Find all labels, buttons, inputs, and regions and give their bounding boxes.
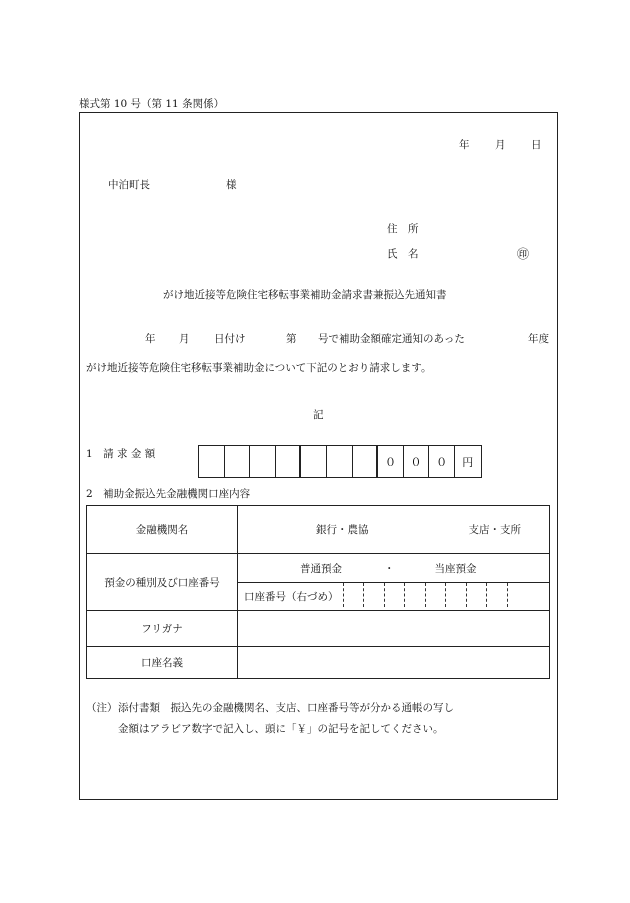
address-label: 住 所 — [387, 223, 419, 235]
notes-line1: 添付書類 振込先の金融機関名、支店、口座番号等が分かる通帳の写し — [118, 702, 454, 714]
account-digit-box[interactable] — [445, 583, 466, 607]
recipient-title: 中泊町長 — [108, 179, 150, 191]
account-digit-box[interactable] — [486, 583, 507, 607]
amount-digit[interactable] — [250, 446, 276, 477]
body-year: 年 — [145, 333, 156, 345]
amount-digit[interactable] — [199, 446, 225, 477]
amount-label: 1 請 求 金 額 — [86, 448, 156, 460]
amount-digit[interactable] — [353, 446, 379, 477]
institution-field[interactable] — [238, 506, 550, 554]
option-separator: ・ — [384, 562, 395, 575]
account-holder-field[interactable] — [238, 647, 550, 679]
recipient-honorific: 様 — [226, 179, 237, 191]
amount-digit[interactable] — [276, 446, 302, 477]
ki-heading: 記 — [313, 409, 324, 421]
account-digit-box[interactable] — [384, 583, 405, 607]
date-year: 年 — [459, 139, 470, 151]
account-type-field — [238, 554, 550, 611]
account-number-boxes[interactable] — [343, 583, 528, 610]
bank-text: 銀行・農協 — [316, 524, 369, 536]
document-title: がけ地近接等危険住宅移転事業補助金請求書兼振込先通知書 — [163, 289, 447, 301]
branch-text: 支店・支所 — [468, 524, 521, 536]
form-number: 様式第 10 号（第 11 条関係） — [79, 98, 225, 110]
notes-prefix: （注） — [86, 702, 118, 714]
account-digit-box[interactable] — [466, 583, 487, 607]
amount-digit: ０ — [429, 446, 455, 477]
toza-option[interactable]: 当座預金 — [434, 562, 477, 575]
body-fiscal-year: 年度 — [528, 333, 549, 345]
bank-account-table — [86, 505, 550, 679]
date-day: 日 — [531, 139, 542, 151]
account-digit-box[interactable] — [425, 583, 446, 607]
account-digit-box[interactable] — [343, 583, 364, 607]
account-type-label: 預金の種別及び口座番号 — [87, 554, 238, 611]
account-number-label: 口座番号（右づめ） — [244, 591, 339, 603]
amount-boxes[interactable] — [198, 445, 482, 478]
amount-digit[interactable] — [327, 446, 353, 477]
bank-section-label: 2 補助金振込先金融機関口座内容 — [86, 488, 251, 500]
account-holder-label: 口座名義 — [87, 647, 238, 679]
amount-digit: ０ — [378, 446, 404, 477]
body-line2: がけ地近接等危険住宅移転事業補助金について下記のとおり請求します。 — [86, 362, 432, 374]
notes-line2: 金額はアラビア数字で記入し、頭に「￥」の記号を記してください。 — [118, 723, 444, 735]
name-label: 氏 名 — [387, 248, 419, 260]
account-digit-box[interactable] — [507, 583, 528, 607]
account-number-row — [238, 583, 549, 610]
amount-digit[interactable] — [225, 446, 251, 477]
futsu-option[interactable]: 普通預金 — [300, 562, 342, 575]
account-digit-box[interactable] — [363, 583, 384, 607]
body-no-prefix: 第 — [286, 333, 297, 345]
account-digit-box[interactable] — [404, 583, 425, 607]
seal-mark: ㊞ — [517, 247, 530, 261]
amount-digit: ０ — [404, 446, 430, 477]
body-dated: 日付け — [214, 333, 246, 345]
body-no-suffix: 号で補助金額確定通知のあった — [318, 333, 465, 345]
date-month: 月 — [495, 139, 506, 151]
furigana-label: フリガナ — [87, 611, 238, 647]
furigana-field[interactable] — [238, 611, 550, 647]
institution-label: 金融機関名 — [87, 506, 238, 554]
amount-digit[interactable] — [301, 446, 327, 477]
account-type-options — [238, 554, 549, 583]
amount-yen-unit: 円 — [462, 455, 474, 469]
body-month: 月 — [179, 333, 190, 345]
